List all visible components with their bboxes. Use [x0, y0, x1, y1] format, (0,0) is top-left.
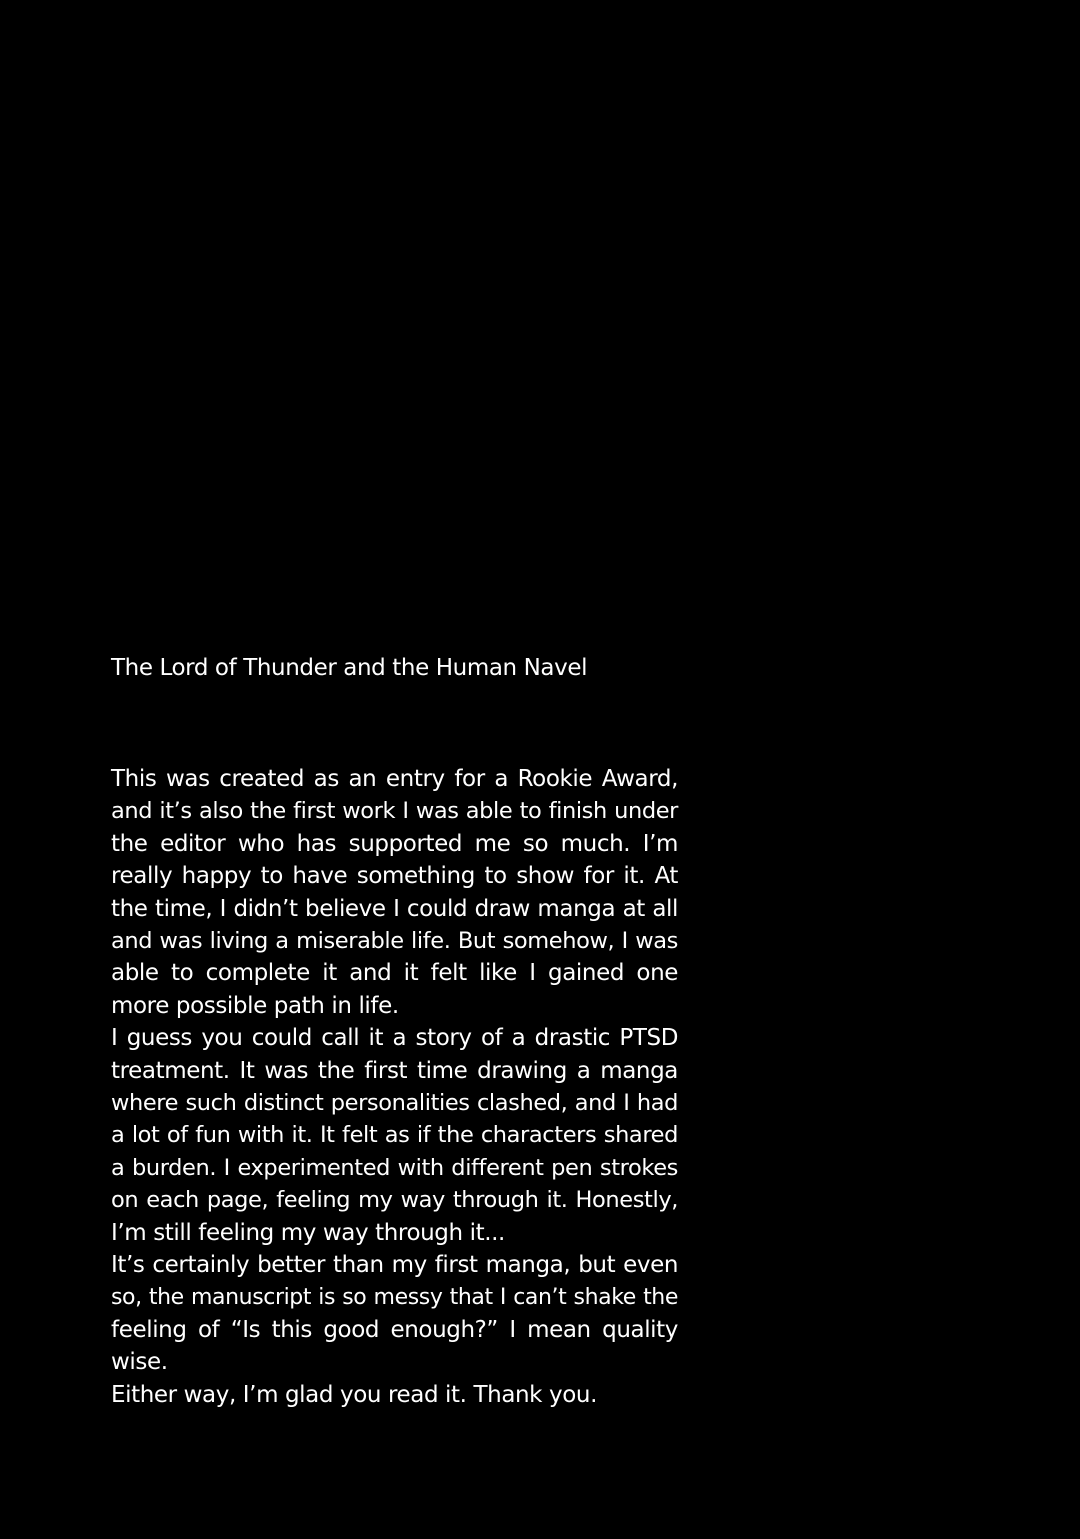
text-line: feeling of “Is this good enough?” I mean quality [111, 1316, 678, 1343]
page-title: The Lord of Thunder and the Human Navel [111, 655, 588, 681]
text-line: so, the manuscript is so messy that I can’t shake the [111, 1284, 678, 1310]
text-line: treatment. It was the first time drawing a manga [111, 1057, 678, 1084]
text-line: a burden. I experimented with different pen strokes [111, 1154, 678, 1181]
text-line: the editor who has supported me so much. I’m [111, 830, 678, 857]
paragraph-3 [111, 1249, 678, 1379]
text-line: wise. [111, 1349, 168, 1376]
text-line: more possible path in life. [111, 992, 399, 1019]
text-line: the time, I didn’t believe I could draw manga at all [111, 895, 678, 922]
afterword-body [111, 763, 678, 1411]
text-line: where such distinct personalities clashed, and I had [111, 1090, 678, 1117]
text-line: really happy to have something to show for it. At [111, 863, 678, 890]
text-line: able to complete it and it felt like I gained one [111, 960, 678, 987]
paragraph-4 [111, 1379, 678, 1411]
text-line: This was created as an entry for a Rookie Award, [111, 766, 678, 792]
text-line: a lot of fun with it. It felt as if the characters shared [111, 1122, 678, 1149]
text-line: Either way, I’m glad you read it. Thank you. [111, 1381, 597, 1408]
text-line: I’m still feeling my way through it... [111, 1219, 505, 1246]
text-line: and it’s also the first work I was able to finish under [111, 798, 678, 825]
text-line: I guess you could call it a story of a drastic PTSD [111, 1025, 678, 1052]
text-line: on each page, feeling my way through it. Honestly, [111, 1187, 678, 1214]
text-line: and was living a miserable life. But somehow, I was [111, 928, 678, 955]
paragraph-1 [111, 763, 678, 1022]
paragraph-2 [111, 1022, 678, 1249]
text-line: It’s certainly better than my first manga, but even [111, 1252, 678, 1279]
